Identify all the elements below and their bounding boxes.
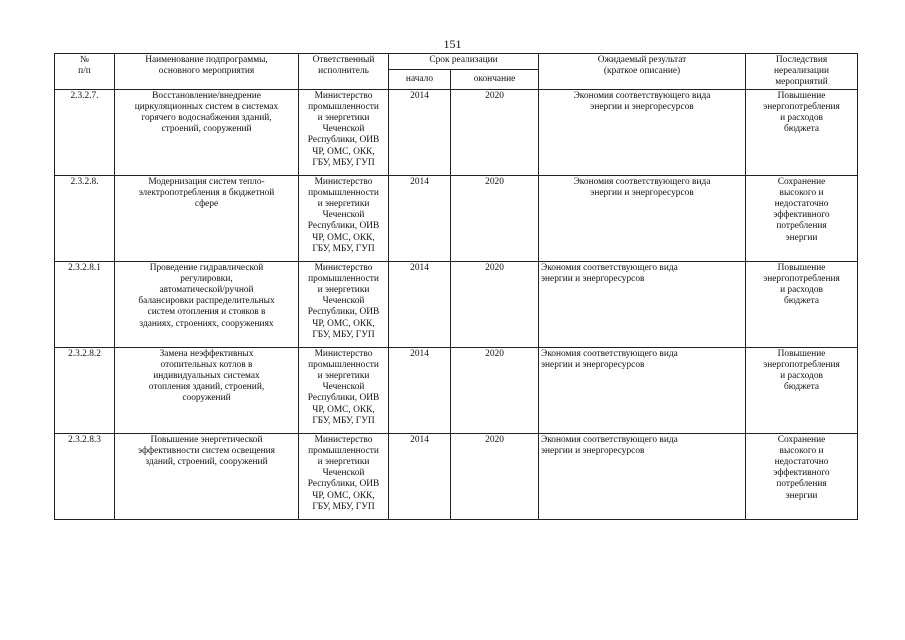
cell-num: 2.3.2.8.1	[55, 261, 115, 347]
cell-executor: Министерство промышленности и энергетики Чеченской Республики, ОИВ ЧР, ОМС, ОКК, ГБУ, МБУ, ГУП	[299, 89, 389, 175]
cell-result: Экономия соответствующего вида энергии и энергоресурсов	[539, 347, 746, 433]
header-start: начало	[389, 70, 451, 89]
cell-end: 2020	[451, 433, 539, 519]
cell-consequences: Повышение энергопотребления и расходов бюджета	[746, 261, 858, 347]
header-end: окончание	[451, 70, 539, 89]
program-table	[54, 53, 858, 520]
header-executor: Ответственный исполнитель	[299, 54, 389, 90]
cell-consequences: Повышение энергопотребления и расходов бюджета	[746, 347, 858, 433]
cell-start: 2014	[389, 433, 451, 519]
cell-result: Экономия соответствующего вида энергии и энергоресурсов	[539, 261, 746, 347]
table-row	[55, 261, 858, 347]
header-consequences: Последствия нереализации мероприятий	[746, 54, 858, 90]
cell-name: Замена неэффективных отопительных котлов в индивидуальных системах отопления зданий, строений, сооружений	[115, 347, 299, 433]
cell-end: 2020	[451, 175, 539, 261]
cell-result: Экономия соответствующего вида энергии и энергоресурсов	[539, 175, 746, 261]
cell-start: 2014	[389, 89, 451, 175]
cell-num: 2.3.2.8.2	[55, 347, 115, 433]
cell-consequences: Повышение энергопотребления и расходов бюджета	[746, 89, 858, 175]
header-result: Ожидаемый результат (краткое описание)	[539, 54, 746, 90]
cell-executor: Министерство промышленности и энергетики Чеченской Республики, ОИВ ЧР, ОМС, ОКК, ГБУ, МБУ, ГУП	[299, 433, 389, 519]
cell-result: Экономия соответствующего вида энергии и энергоресурсов	[539, 89, 746, 175]
table-body	[55, 89, 858, 519]
cell-num: 2.3.2.7.	[55, 89, 115, 175]
table-row	[55, 89, 858, 175]
cell-start: 2014	[389, 175, 451, 261]
cell-end: 2020	[451, 89, 539, 175]
cell-result: Экономия соответствующего вида энергии и энергоресурсов	[539, 433, 746, 519]
cell-end: 2020	[451, 347, 539, 433]
cell-name: Проведение гидравлической регулировки, автоматической/ручной балансировки распределительных систем отопления и стояков в зданиях, строениях, сооружениях	[115, 261, 299, 347]
header-name: Наименование подпрограммы, основного мероприятия	[115, 54, 299, 90]
cell-name: Модернизация систем тепло- электропотребления в бюджетной сфере	[115, 175, 299, 261]
cell-consequences: Сохранение высокого и недостаточно эффективного потребления энергии	[746, 175, 858, 261]
page-number: 151	[443, 37, 462, 51]
header-period: Срок реализации	[389, 54, 539, 70]
table-header	[55, 54, 858, 90]
cell-name: Повышение энергетической эффективности систем освещения зданий, строений, сооружений	[115, 433, 299, 519]
cell-end: 2020	[451, 261, 539, 347]
cell-executor: Министерство промышленности и энергетики Чеченской Республики, ОИВ ЧР, ОМС, ОКК, ГБУ, МБУ, ГУП	[299, 175, 389, 261]
cell-start: 2014	[389, 347, 451, 433]
table-row	[55, 347, 858, 433]
table-row	[55, 175, 858, 261]
cell-num: 2.3.2.8.3	[55, 433, 115, 519]
header-num: № п/п	[55, 54, 115, 90]
cell-start: 2014	[389, 261, 451, 347]
cell-executor: Министерство промышленности и энергетики Чеченской Республики, ОИВ ЧР, ОМС, ОКК, ГБУ, МБУ, ГУП	[299, 347, 389, 433]
cell-num: 2.3.2.8.	[55, 175, 115, 261]
cell-consequences: Сохранение высокого и недостаточно эффективного потребления энергии	[746, 433, 858, 519]
cell-name: Восстановление/внедрение циркуляционных систем в системах горячего водоснабжения зданий, строений, сооружений	[115, 89, 299, 175]
cell-executor: Министерство промышленности и энергетики Чеченской Республики, ОИВ ЧР, ОМС, ОКК, ГБУ, МБУ, ГУП	[299, 261, 389, 347]
table-row	[55, 433, 858, 519]
